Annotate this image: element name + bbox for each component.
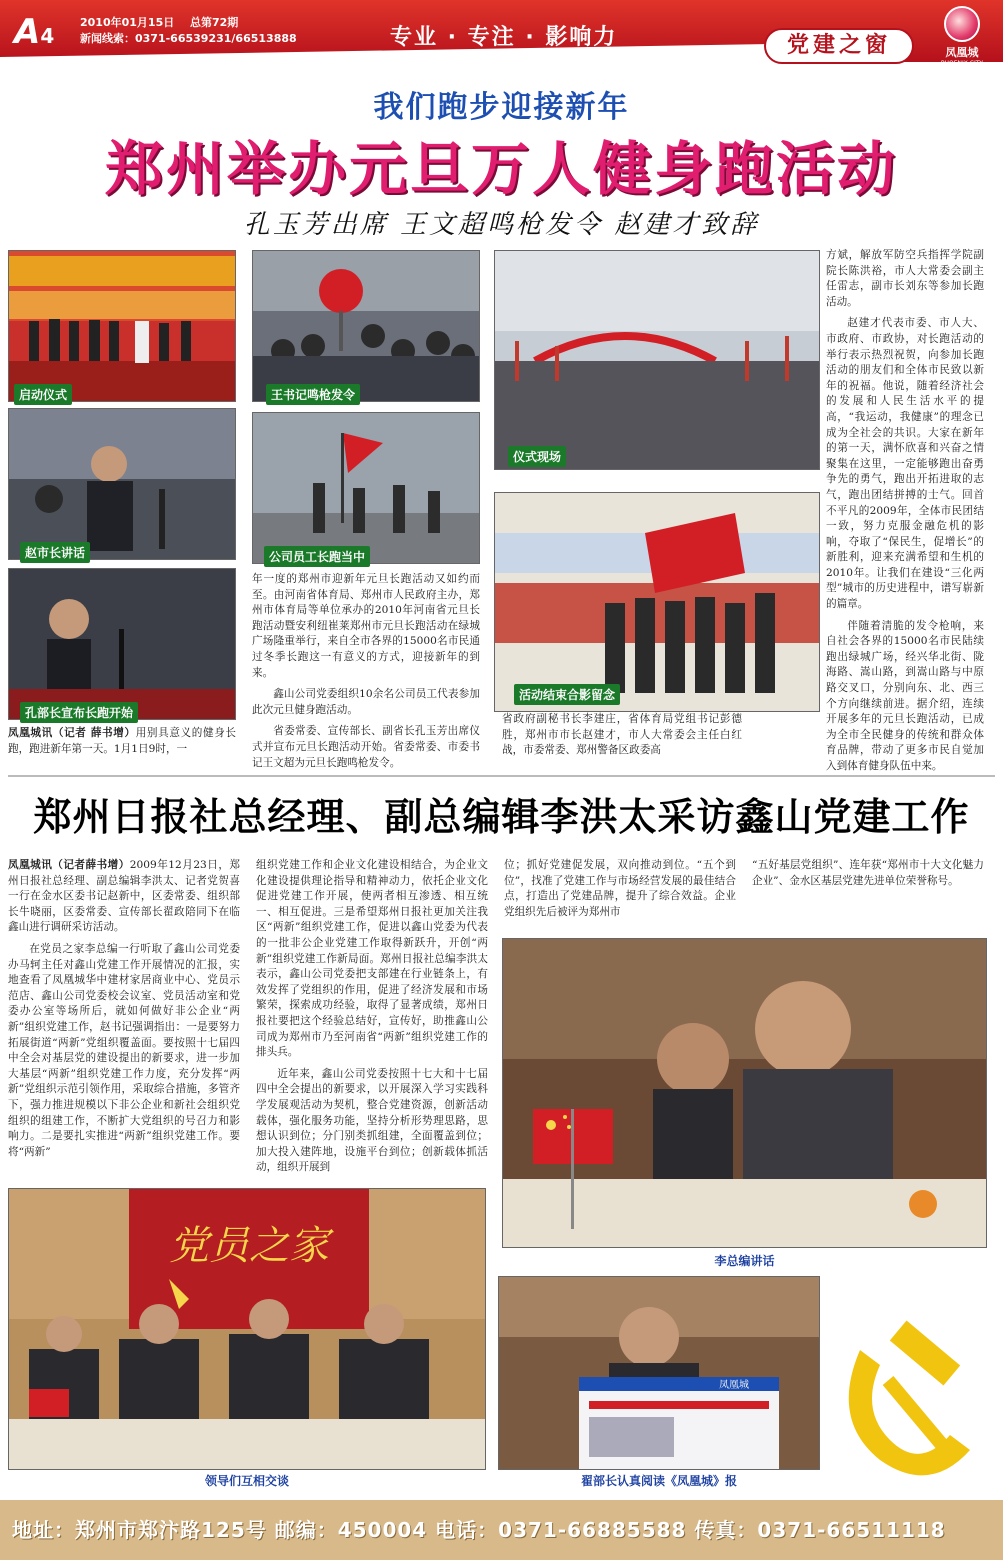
news-hotline: 新闻线索：0371-66539231/66513888 bbox=[80, 32, 297, 45]
stage-scene-icon bbox=[9, 251, 236, 402]
story1-col-a: 凤凰城讯（记者 薛书增）用别具意义的健身长跑，跑进新年第一天。1月1日9时，一 bbox=[8, 727, 237, 755]
photo-ceremony-site bbox=[494, 250, 820, 470]
photo-editor-speaking bbox=[502, 938, 987, 1248]
story2-col-b: 组织党建工作和企业文化建设相结合，为企业文化建设提供理论指导和精神动力，依托企业文化促进党建工作开展，使两者相互渗透、相互统一、相互促进。三是希望郑州日报社更加关注我区“两新”组织党建工作，促进以鑫山党委为代表的一批非公企业党建工作取得新跃升，开创“两新”组织党建工作新局面。郑州日报社总编李洪太表示，鑫山公司党委把支部建在行业链条上，有效发挥了党组织的作用，促进了经济发展和市场繁荣，探索成功经验，取得了显著成绩，郑州日报社要把这个经验总结好，宣传好，助推鑫山公司成为郑州市乃至河南省“两新”组织党建工作的排头兵。 近年来，鑫山公司党委按照十七大和十七届四中全会提出的新要求，以开展深入学习实践科学发展观活动为契机，整合党建资源，创新活动载体，强化服务功能，坚持分析形势理思路，思想认识到位；分门别类抓组建，全面覆盖到位；加大投入建阵地，设施平台到位；创新载体抓活动，组织开展到 bbox=[256, 859, 488, 1174]
party-room-icon bbox=[9, 1189, 486, 1470]
crowd-scene-icon bbox=[253, 251, 480, 402]
caption-staff-running: 公司员工长跑当中 bbox=[264, 546, 370, 567]
speaker-icon bbox=[9, 409, 236, 560]
contact-info: 地址：郑州市郑汴路125号 邮编：450004 电话：0371-66885588 传真：0371-66511118 bbox=[12, 1518, 946, 1542]
announcer-icon bbox=[9, 569, 236, 720]
caption-ceremony-site: 仪式现场 bbox=[508, 446, 566, 467]
party-emblem bbox=[820, 1310, 995, 1495]
issue-date: 2010年01月15日 bbox=[80, 16, 175, 29]
caption-mayor-speech: 赵市长讲话 bbox=[20, 542, 90, 563]
story2-headline: 郑州日报社总经理、副总编辑李洪太采访鑫山党建工作 bbox=[33, 794, 970, 839]
newspaper-masthead-text: 凤凰城 bbox=[719, 1380, 749, 1391]
page-number: A4 bbox=[14, 12, 55, 52]
caption-minister-announces: 孔部长宣布长跑开始 bbox=[20, 702, 138, 723]
caption-editor-speaking: 李总编讲话 bbox=[714, 1254, 775, 1268]
meeting-scene-icon bbox=[503, 939, 987, 1248]
story2-col-d: “五好基层党组织”、连年获“郑州市十大文化魅力企业”、金水区基层党建先进单位荣誉称号。 bbox=[752, 859, 984, 887]
crowd-field-icon bbox=[495, 251, 820, 470]
caption-starting-gun: 王书记鸣枪发令 bbox=[266, 384, 360, 405]
caption-leaders-talking: 领导们互相交谈 bbox=[204, 1474, 289, 1488]
story1-subhead: 孔玉芳出席 王文超鸣枪发令 赵建才致辞 bbox=[243, 210, 760, 240]
photo-starting-gun bbox=[252, 250, 480, 402]
hammer-sickle-icon bbox=[820, 1310, 995, 1495]
photo-reading-newspaper bbox=[498, 1276, 820, 1470]
runners-icon bbox=[253, 413, 480, 564]
slogan: 专业 · 专注 · 影响力 bbox=[390, 25, 618, 50]
party-home-banner-text: 党员之家 bbox=[169, 1223, 329, 1269]
story-divider bbox=[8, 775, 995, 777]
story1-headline: 郑州举办元旦万人健身跑活动 bbox=[104, 135, 898, 203]
issue-number: 总第72期 bbox=[190, 16, 239, 29]
story1-kicker: 我们跑步迎接新年 bbox=[373, 90, 630, 125]
story2-col-c: 位；抓好党建促发展，双向推动到位。“五个到位”，找准了党建工作与市场经营发展的最佳结合点，打造出了党建品牌，提升了综合效益。企业党组织先后被评为郑州市 bbox=[504, 859, 736, 918]
phoenix-logo-icon bbox=[944, 6, 980, 42]
photo-launch-ceremony bbox=[8, 250, 236, 402]
column-badge: 党建之窗 bbox=[764, 28, 914, 64]
caption-launch-ceremony: 启动仪式 bbox=[14, 384, 72, 405]
photo-group-photo bbox=[494, 492, 820, 712]
group-photo-icon bbox=[495, 493, 820, 712]
story1-col-d: 方斌，解放军防空兵指挥学院副院长陈洪裕，市人大常委会副主任雷志，副市长刘东等参加长跑活动。 赵建才代表市委、市人大、市政府、市政协，对长跑活动的举行表示热烈祝贺，向参加长跑活动的朋友们和全体市民致以新年的祝福。他说，随着经济社会的发展和人民生活水平的提高，“我运动，我健康”的理念已成为全社会的共识。大家在新年的第一天，满怀欣喜和兴奋之情聚集在这里，一定能够跑出奋勇争先的勇气，跑出开拓进取的志气，跑出团结拼搏的士气。回首不平凡的2009年，全体市民团结一致，努力克服金融危机的影响，夺取了“保民生，促增长”的新胜利，迎来充满希望和生机的2010年。让我们在建设“三化两型”城市的历史进程中，谱写崭新的篇章。 伴随着清脆的发令枪响，来自社会各界的15000名市民陆续跑出绿城广场，经兴华北街、陇海路、嵩山路，到嵩山路与中原路交叉口，分别向东、北、西三个方向继续前进。据介绍，连续开展多年的元旦长跑活动，已成为全市全民健身的传统和群众体育品牌，带动了更多市民自觉加入到体育健身队伍中来。 bbox=[826, 249, 984, 772]
story2-col-a: 凤凰城讯（记者薛书增）2009年12月23日，郑州日报社总经理、副总编辑李洪太、记者党贺喜一行在金水区委书记赵新中，区委常委、组织部长牛晓丽，区委常委、宣传部长翟政陪同下在临鑫山进行调研采访活动。 在党员之家李总编一行听取了鑫山公司党委办马轲主任对鑫山党建工作开展情况的汇报，实地查看了凤凰城华中建材家居商业中心、党员示范店、鑫山公司党委校会议室、党员活动室和党委办公室等场所后，就如何做好非公企业“两新”组织党建工作，赵书记强调指出：一是要努力拓展街道“两新”党组织覆盖面。要按照十七届四中全会对基层党的建设提出的新要求，进一步加大基层“两新”组织党建工作力度，充分发挥“两新”党组织示范引领作用，采取综合措施，多管齐下，强力推进规模以下非公企业和新社会组织党组织的组建工作，不断扩大党组织的号召力和影响力。二是要扎实推进“两新”组织党建工作。要将“两新” bbox=[8, 859, 241, 1158]
photo-minister-announces bbox=[8, 568, 236, 720]
caption-group-photo: 活动结束合影留念 bbox=[514, 684, 620, 705]
photo-staff-running bbox=[252, 412, 480, 564]
photo-leaders-talking bbox=[8, 1188, 486, 1470]
story1-col-b: 年一度的郑州市迎新年元旦长跑活动又如约而至。由河南省体育局、郑州市人民政府主办，郑州市体育局等单位承办的2010年河南省元旦长跑活动暨安利纽崔莱郑州市元旦长跑活动在绿城广场隆重举行，来自全市各界的15000名市民通过冬季长跑这一有意义的方式，迎接新年的到来。 鑫山公司党委组织10余名公司员工代表参加此次元旦健身跑活动。 省委常委、宣传部长、副省长孔玉芳出席仪式并宣布元旦长跑活动开始。省委常委、市委书记王文超为元旦长跑鸣枪发令。 bbox=[252, 573, 480, 769]
caption-reading-newspaper: 翟部长认真阅读《凤凰城》报 bbox=[580, 1474, 737, 1488]
phoenix-city-logo: 凤凰城 PHOENIX CITY bbox=[930, 6, 994, 62]
reader-icon bbox=[499, 1277, 820, 1470]
photo-mayor-speech bbox=[8, 408, 236, 560]
story1-col-c: 省政府副秘书长李建庄，省体育局党组书记彭德胜，郑州市市长赵建才，市人大常委会主任白红战，市委常委、郑州警备区政委高 bbox=[502, 713, 742, 757]
